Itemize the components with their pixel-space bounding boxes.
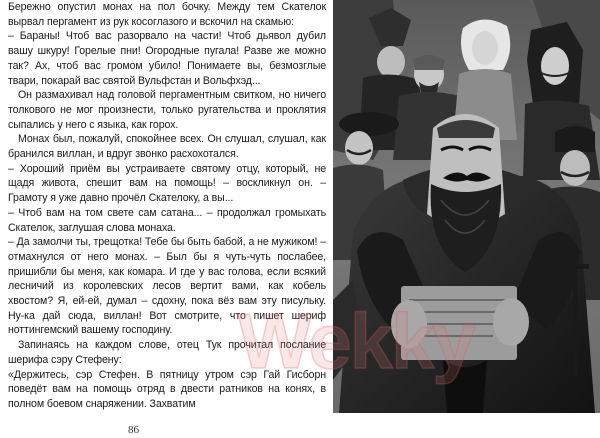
- paragraph: – Хороший приём вы устраиваете святому отцу, который, не щадя живота, спешит вам на помощь! – воскликнул он. – Грамоту я уже давно прочёл Скателоку, а вы...: [8, 162, 326, 205]
- paragraph: – Чтоб вам на том свете сам сатана... – продолжал громыхать Скателок, заглушая слова монаха.: [8, 206, 326, 234]
- paragraph: «Держитесь, сэр Стефен. В пятницу утром сэр Гай Гисборн поведёт вам на помощь отряд в двести ратников на конях, в полном боевом снаряжении. Захватим: [8, 368, 326, 410]
- illustration-friar-tuck-reading-letter: [333, 0, 600, 413]
- paragraph: – Бараны! Чтоб вас разорвало на части! Чтоб дьявол дубил вашу шкуру! Горелые пни! Огородные пугала! Разве же можно так? Ах, чтоб вас громом убило! Понимаете вы, безмозглые твари, покарай вас святой Вульфстан и Вольфхэд...: [8, 30, 326, 87]
- page-number: 86: [128, 424, 139, 436]
- paragraph: Он размахивал над головой пергаментным свитком, но ничего толкового не мог произнести, только ругательства и проклятия сыпались у него с языка, как горох.: [8, 89, 326, 131]
- paragraph: Бережно опустил монах на пол бочку. Между тем Скателок вырвал пергамент из рук косоглазого и вскочил на скамью:: [8, 1, 326, 28]
- paragraph: Монах был, пожалуй, спокойнее всех. Он слушал, слушал, как бранился виллан, и вдруг звонко расхохотался.: [8, 133, 326, 161]
- paragraph: – Да замолчи ты, трещотка! Тебе бы быть бабой, а не мужиком! – отмахнулся от него монах. – Был бы я чуть-чуть послабее, пришибли бы меня, как комара. И где у вас голова, если всякий лесничий из королевских лесов вертит вами, как кобель хвостом? Я, ей-ей, думал – сдохну, пока вёз вам эту писульку. Ну-ка дай сюда, виллан! Вот смотрите, что пишет шериф ноттингемский вашему господину.: [8, 236, 326, 337]
- paragraph: Запинаясь на каждом слове, отец Тук прочитал послание шерифа сэру Стефену:: [8, 339, 326, 366]
- text-column: [8, 0, 326, 420]
